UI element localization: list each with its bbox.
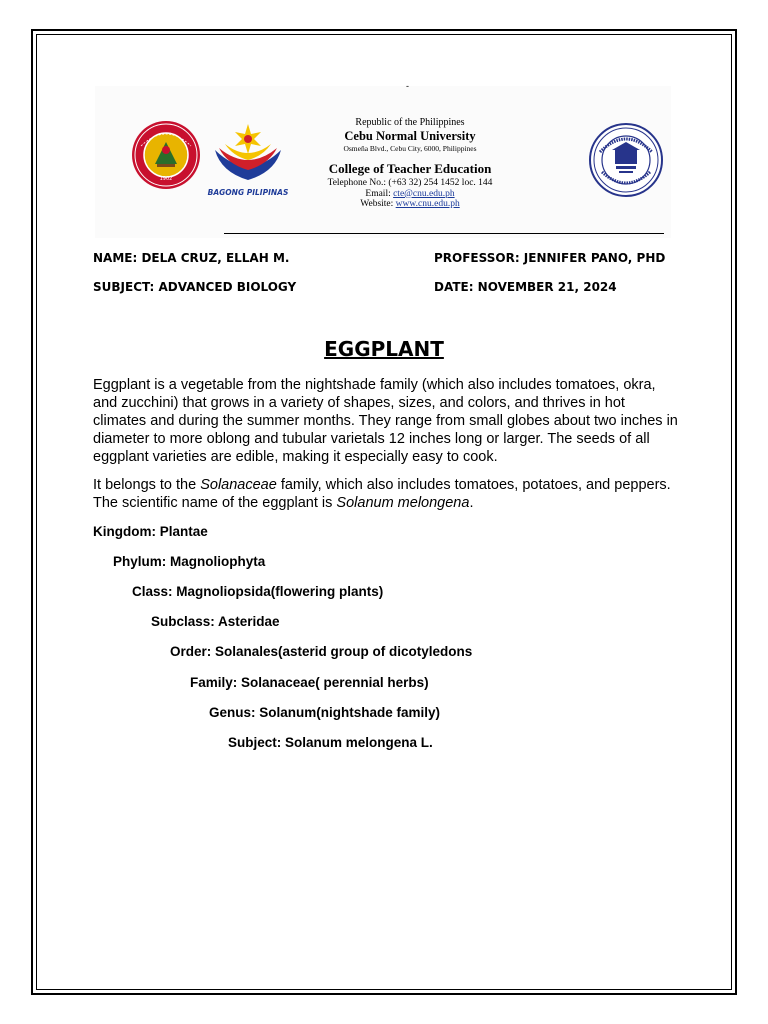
family-paragraph-part2: family, which also includes tomatoes, potatoes, and peppers. The scientific name of the eggplant is xyxy=(93,477,671,511)
taxonomy-species: Subject: Solanum melongena L. xyxy=(228,735,433,750)
cnu-seal-logo xyxy=(131,120,201,190)
college-name: College of Teacher Education xyxy=(328,161,492,176)
website-label: Website: xyxy=(360,199,396,210)
student-name: NAME: DELA CRUZ, ELLAH M. xyxy=(93,251,290,265)
taxonomy-subclass: Subclass: Asteridae xyxy=(151,614,280,629)
university-name: Cebu Normal University xyxy=(344,129,476,143)
taxonomy-order: Order: Solanales(asterid group of dicotyledons xyxy=(170,644,473,659)
taxonomy-phylum: Phylum: Magnoliophyta xyxy=(113,554,266,569)
family-paragraph-part3: . xyxy=(469,495,474,511)
header-dash: - xyxy=(406,81,409,91)
family-paragraph-part1: It belongs to the xyxy=(93,477,201,493)
letterhead-rule xyxy=(224,233,664,234)
intro-paragraph: Eggplant is a vegetable from the nightshade family (which also includes tomatoes, okra, and zucchini) that grows in a variety of shapes, sizes, and colors, and thrives in hot climates and during the summer months. They range from small globes about two inches in diameter to more oblong and tubular varietals 12 inches long or larger. The seeds of all eggplant varieties are edible, making it especially easy to cook. xyxy=(93,377,678,465)
taxonomy-genus: Genus: Solanum(nightshade family) xyxy=(209,705,441,720)
professor-name: PROFESSOR: JENNIFER PANO, PHD xyxy=(434,251,666,265)
republic-line: Republic of the Philippines xyxy=(355,117,465,128)
website-link[interactable]: www.cnu.edu.ph xyxy=(395,199,460,210)
email-link[interactable]: cte@cnu.edu.ph xyxy=(393,188,455,199)
university-address: Osmeña Blvd., Cebu City, 6000, Philippines xyxy=(343,144,477,153)
email-label: Email: xyxy=(365,188,394,199)
email-line xyxy=(300,189,520,200)
taxonomy-kingdom: Kingdom: Plantae xyxy=(93,524,208,539)
species-name-italic: Solanum melongena xyxy=(336,495,470,511)
date-field: DATE: NOVEMBER 21, 2024 xyxy=(434,280,617,294)
taxonomy-family: Family: Solanaceae( perennial herbs) xyxy=(190,675,429,690)
telephone-line: Telephone No.: (+63 32) 254 1452 loc. 144 xyxy=(327,177,493,188)
cte-seal-logo xyxy=(588,122,664,198)
family-name-italic: Solanaceae xyxy=(200,477,277,493)
website-line xyxy=(300,199,520,210)
svg-text:1902: 1902 xyxy=(159,176,173,182)
taxonomy-class: Class: Magnoliopsida(flowering plants) xyxy=(132,584,384,599)
family-paragraph xyxy=(93,476,681,512)
bagong-pilipinas-label: BAGONG PILIPINAS xyxy=(207,188,289,197)
subject-field: SUBJECT: ADVANCED BIOLOGY xyxy=(93,280,297,294)
page-title: EGGPLANT xyxy=(324,337,444,361)
bagong-pilipinas-logo xyxy=(205,120,291,200)
letterhead-text xyxy=(300,117,520,210)
